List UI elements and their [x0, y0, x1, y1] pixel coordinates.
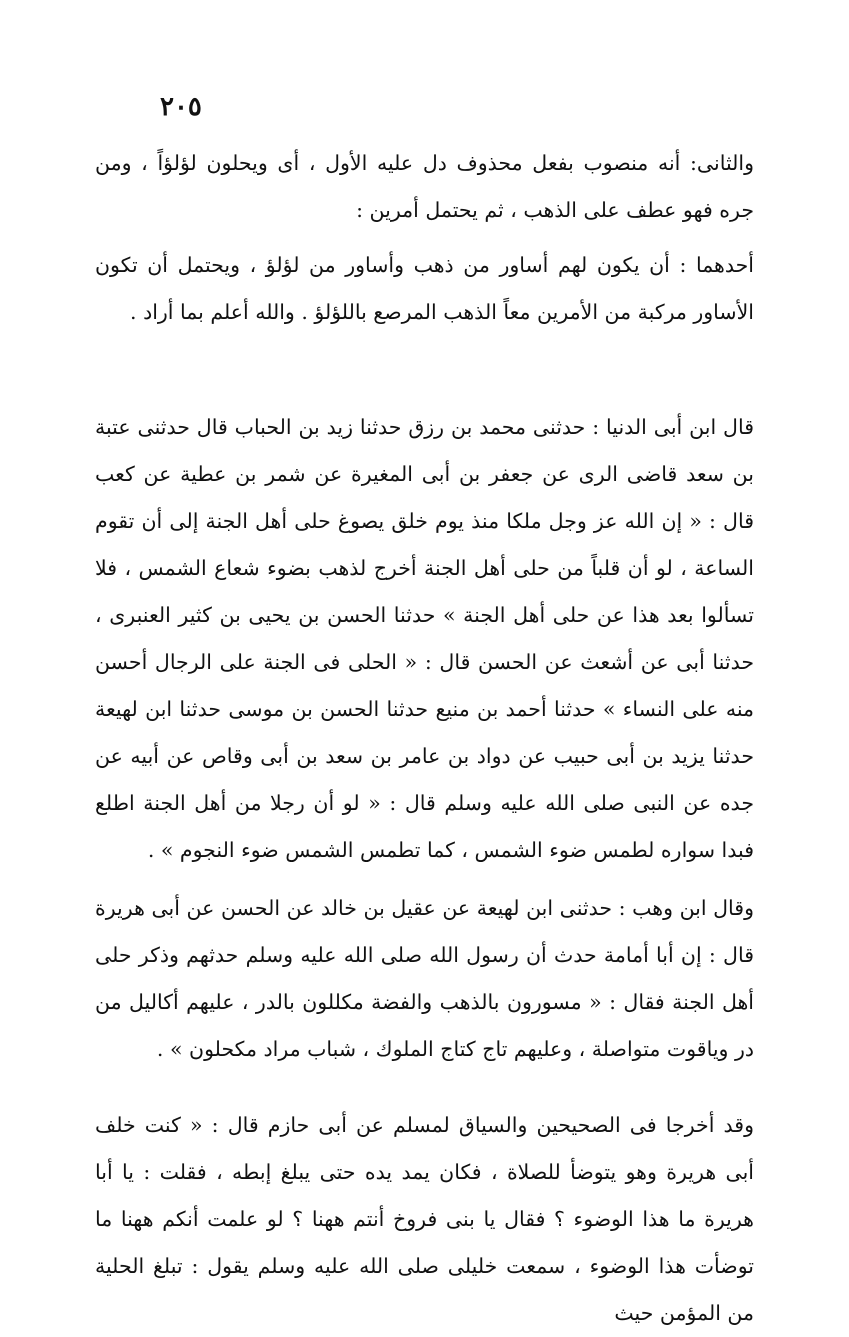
paragraph-text: أحدهما : أن يكون لهم أساور من ذهب وأساور من لؤلؤ ، ويحتمل أن تكون الأساور مركبة من الأمرين معاً الذهب المرصع باللؤلؤ . والله أعلم بما أراد .	[95, 253, 754, 324]
faded-bleed-through-marks	[200, 1290, 550, 1304]
paragraph-first-possibility	[95, 242, 754, 336]
paragraph-text: والثانى: أنه منصوب بفعل محذوف دل عليه الأول ، أى ويحلون لؤلؤاً ، ومن جره فهو عطف على الذهب ، ثم يحتمل أمرين :	[95, 151, 754, 222]
paragraph-ibn-wahb-hadith	[95, 885, 754, 1073]
paragraph-second-opinion	[95, 140, 754, 234]
paragraph-text: وقد أخرجا فى الصحيحين والسياق لمسلم عن أبى حازم قال : « كنت خلف أبى هريرة وهو يتوضأ للصلاة ، فكان يمد يده حتى يبلغ إبطه ، فقلت : يا أبا هريرة ما هذا الوضوء ؟ فقال يا بنى فروخ أنتم ههنا ؟ لو علمت أنكم ههنا ما توضأت هذا الوضوء ، سمعت خليلى صلى الله عليه وسلم يقول : تبلغ الحلية من المؤمن حيث	[95, 1113, 754, 1325]
paragraph-ibn-abi-dunya-hadith	[95, 404, 754, 874]
paragraph-text: قال ابن أبى الدنيا : حدثنى محمد بن رزق حدثنا زيد بن الحباب قال حدثنى عتبة بن سعد قاضى الرى عن جعفر بن أبى المغيرة عن شمر بن عطية عن كعب قال : « إن الله عز وجل ملكا منذ يوم خلق يصوغ حلى أهل الجنة إلى أن تقوم الساعة ، لو أن قلباً من حلى أهل الجنة أخرج لذهب بضوء شعاع الشمس ، فلا تسألوا بعد هذا عن حلى أهل الجنة » حدثنا الحسن بن يحيى بن كثير العنبرى ، حدثنا أبى عن أشعث عن الحسن قال : « الحلى فى الجنة على الرجال أحسن منه على النساء » حدثنا أحمد بن منيع حدثنا الحسن بن موسى حدثنا ابن لهيعة حدثنا يزيد بن أبى حبيب عن دواد بن عامر بن سعد بن أبى وقاص عن أبيه عن جده عن النبى صلى الله عليه وسلم قال : « لو أن رجلا من أهل الجنة اطلع فبدا سواره لطمس ضوء الشمس ، كما تطمس الشمس ضوء النجوم » .	[95, 415, 754, 862]
page-number: ٢٠٥	[160, 92, 202, 122]
paragraph-text: وقال ابن وهب : حدثنى ابن لهيعة عن عقيل بن خالد عن الحسن عن أبى هريرة قال : إن أبا أمامة حدث أن رسول الله صلى الله عليه وسلم حدثهم وذكر حلى أهل الجنة فقال : « مسورون بالذهب والفضة مكللون بالدر ، عليهم أكاليل من در وياقوت متواصلة ، وعليهم تاج كتاج الملوك ، شباب مراد مكحلون » .	[95, 896, 754, 1061]
